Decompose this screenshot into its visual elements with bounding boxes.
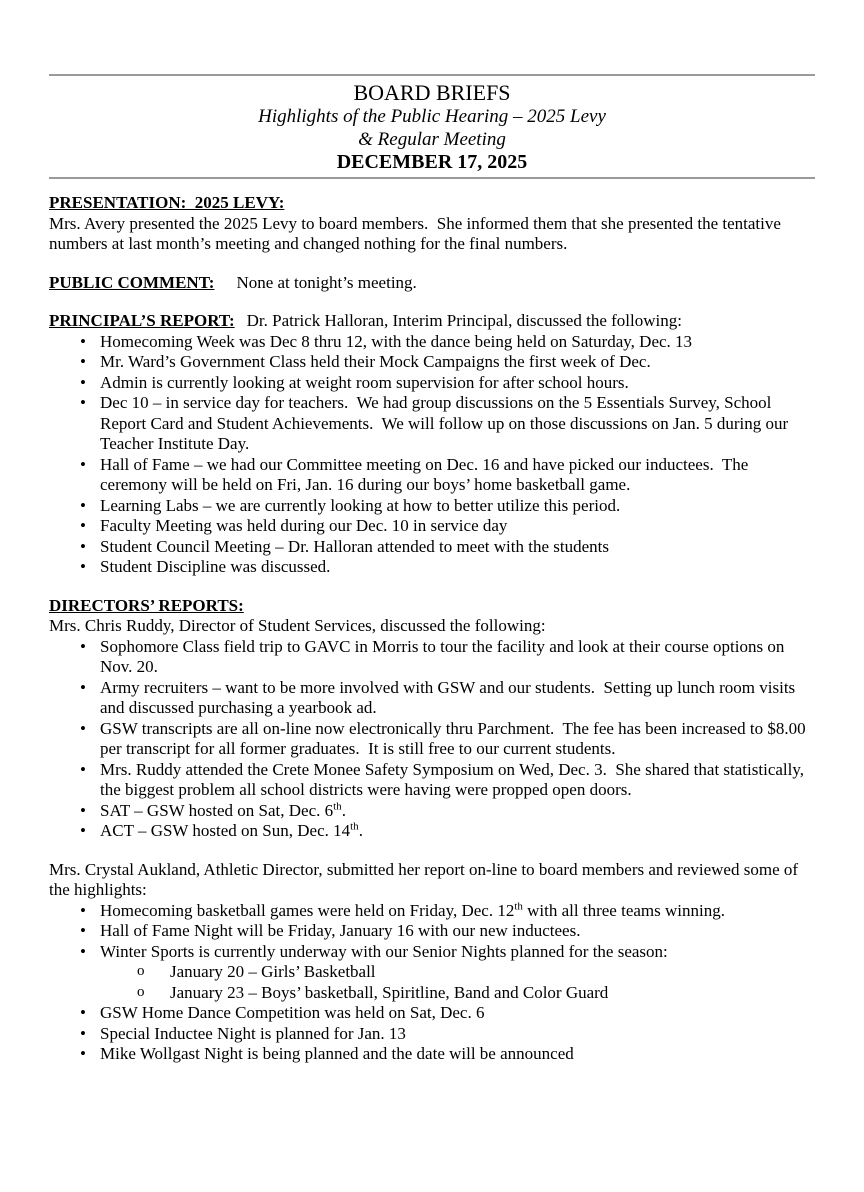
- document-subtitle-line2: & Regular Meeting: [358, 129, 506, 150]
- act-bullet-text: ACT – GSW hosted on Sun, Dec. 14: [100, 821, 351, 840]
- presentation-heading: PRESENTATION: 2025 LEVY:: [49, 193, 285, 212]
- list-item: [49, 901, 815, 922]
- document-subtitle-line1: Highlights of the Public Hearing – 2025 Levy: [258, 106, 606, 127]
- list-item: • Dec 10 – in service day for teachers. We had group discussions on the 5 Essentials Survey, School Report Card and Student Achievements. We will follow up on those discussions on Jan. 5 during our Teacher Institute Day.: [49, 393, 815, 455]
- principals-report-heading: PRINCIPAL’S REPORT:: [49, 311, 235, 330]
- homecoming-bullet-text-end: with all three teams winning.: [522, 900, 725, 920]
- aukland-list-continued: [49, 1003, 815, 1065]
- list-item: • Army recruiters – want to be more involved with GSW and our students. Setting up lunch room visits and discussed purchasing a yearbook ad.: [49, 678, 815, 719]
- ruddy-intro: Mrs. Chris Ruddy, Director of Student Services, discussed the following:: [49, 616, 546, 635]
- list-item: • Faculty Meeting was held during our Dec. 10 in service day: [49, 516, 815, 537]
- list-item: • GSW Home Dance Competition was held on Sat, Dec. 6: [49, 1003, 815, 1024]
- list-item: • Student Council Meeting – Dr. Halloran attended to meet with the students: [49, 537, 815, 558]
- list-item: • Homecoming Week was Dec 8 thru 12, with the dance being held on Saturday, Dec. 13: [49, 332, 815, 353]
- list-item: [49, 821, 815, 842]
- sat-bullet-superscript: th: [333, 799, 342, 812]
- aukland-list: [49, 901, 815, 963]
- section-public-comment: [49, 273, 815, 294]
- sat-bullet-text-end: .: [341, 800, 346, 820]
- list-item: o January 23 – Boys’ basketball, Spiritline, Band and Color Guard: [49, 983, 815, 1004]
- list-item: • Mr. Ward’s Government Class held their Mock Campaigns the first week of Dec.: [49, 352, 815, 373]
- homecoming-bullet-superscript: th: [514, 899, 523, 912]
- section-directors-reports: [49, 596, 815, 842]
- public-comment-line: [49, 273, 815, 294]
- header-bottom-rule: [49, 177, 815, 179]
- document-body: [49, 193, 815, 1065]
- sat-bullet-text: SAT – GSW hosted on Sat, Dec. 6: [100, 800, 334, 820]
- header-top-rule: [49, 74, 815, 76]
- principals-report-heading-line: [49, 311, 815, 332]
- list-item: • Learning Labs – we are currently looking at how to better utilize this period.: [49, 496, 815, 517]
- document-header: [49, 80, 815, 174]
- ruddy-list: [49, 637, 815, 842]
- list-item: • Mrs. Ruddy attended the Crete Monee Safety Symposium on Wed, Dec. 3. She shared that statistically, the biggest problem all school districts were having were propped open doors.: [49, 760, 815, 801]
- document-page: [0, 74, 864, 1065]
- public-comment-text: None at tonight’s meeting.: [236, 272, 417, 292]
- presentation-body: Mrs. Avery presented the 2025 Levy to board members. She informed them that she presented the tentative numbers at last month’s meeting and changed nothing for the final numbers.: [49, 213, 786, 253]
- act-bullet-superscript: th: [350, 820, 359, 833]
- list-item: • Admin is currently looking at weight room supervision for after school hours.: [49, 373, 815, 394]
- list-item: • GSW transcripts are all on-line now electronically thru Parchment. The fee has been increased to $8.00 per transcript for all former graduates. It is still free to our current students.: [49, 719, 815, 760]
- section-presentation: [49, 193, 815, 255]
- list-item: • Student Discipline was discussed.: [49, 557, 815, 578]
- directors-reports-heading: DIRECTORS’ REPORTS:: [49, 595, 244, 615]
- section-principals-report: [49, 311, 815, 578]
- homecoming-bullet-text: Homecoming basketball games were held on Friday, Dec. 12: [100, 900, 515, 920]
- aukland-intro: Mrs. Crystal Aukland, Athletic Director, submitted her report on-line to board members and reviewed some of the highlights:: [49, 859, 803, 899]
- directors-reports-heading-line: [49, 596, 815, 617]
- list-item: • Sophomore Class field trip to GAVC in Morris to tour the facility and look at their course options on Nov. 20.: [49, 637, 815, 678]
- list-item: [49, 801, 815, 822]
- document-title: BOARD BRIEFS: [353, 80, 511, 105]
- presentation-heading-line: [49, 193, 815, 214]
- winter-sports-sublist: [49, 962, 815, 1003]
- list-item: • Mike Wollgast Night is being planned and the date will be announced: [49, 1044, 815, 1065]
- list-item: • Hall of Fame – we had our Committee meeting on Dec. 16 and have picked our inductees. The ceremony will be held on Fri, Jan. 16 during our boys’ home basketball game.: [49, 455, 815, 496]
- list-item: • Winter Sports is currently underway with our Senior Nights planned for the season:: [49, 942, 815, 963]
- list-item: • Hall of Fame Night will be Friday, January 16 with our new inductees.: [49, 921, 815, 942]
- list-item: • Special Inductee Night is planned for Jan. 13: [49, 1024, 815, 1045]
- list-item: o January 20 – Girls’ Basketball: [49, 962, 815, 983]
- act-bullet-text-end: .: [358, 821, 363, 840]
- document-date: DECEMBER 17, 2025: [336, 151, 528, 173]
- principals-report-intro: Dr. Patrick Halloran, Interim Principal, discussed the following:: [246, 311, 682, 330]
- section-athletic-director: [49, 860, 815, 1065]
- public-comment-heading: PUBLIC COMMENT:: [49, 272, 215, 292]
- principals-report-list: [49, 332, 815, 578]
